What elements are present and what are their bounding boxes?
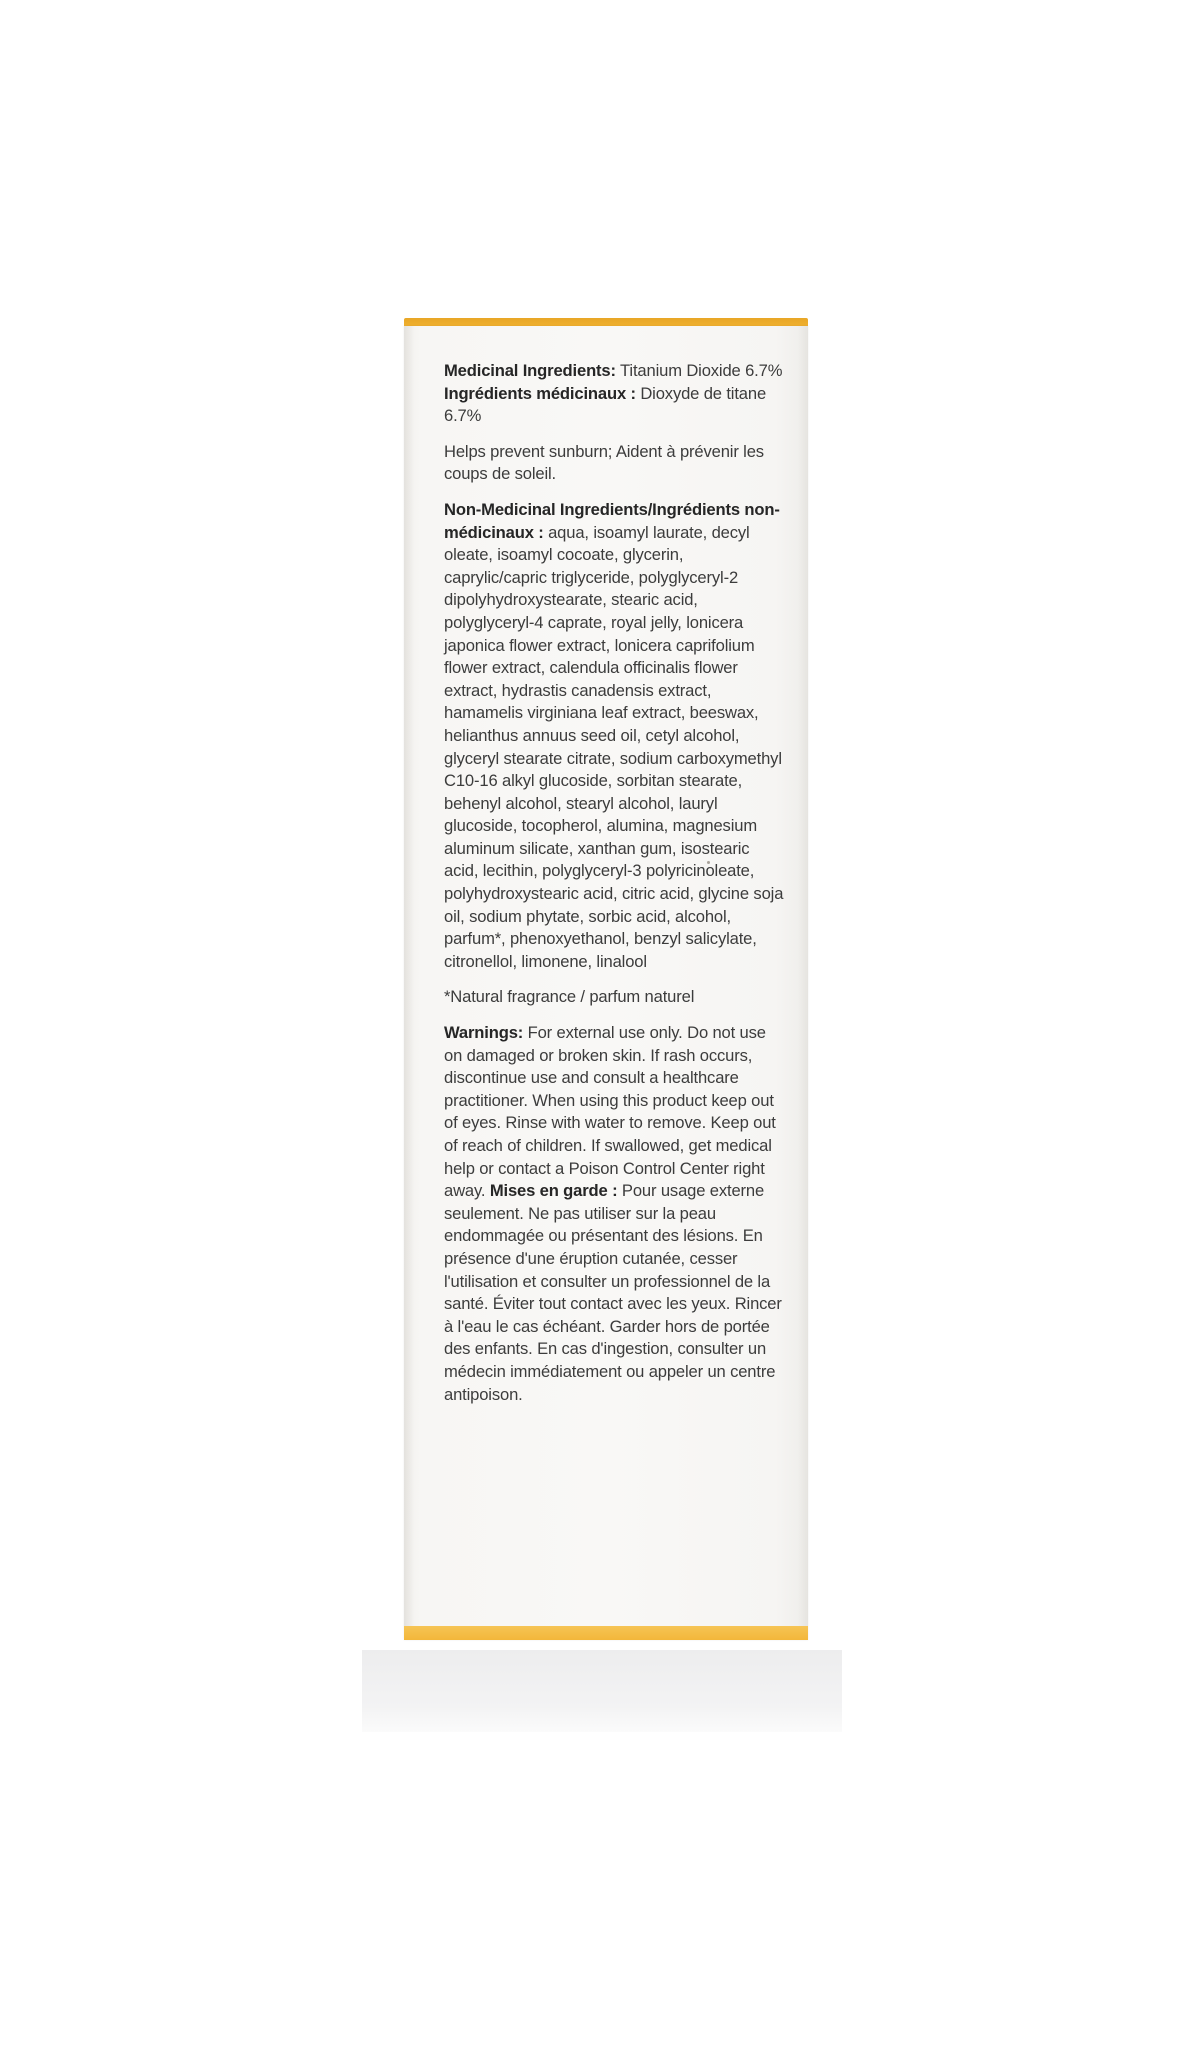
non-medicinal-ingredients-section — [444, 499, 784, 973]
medicinal-ingredients-section — [444, 360, 784, 428]
purpose-statement: Helps prevent sunburn; Aident à prévenir les coups de soleil. — [444, 441, 764, 484]
medicinal-ingredients-heading-en: Medicinal Ingredients: — [444, 361, 616, 380]
warnings-section — [444, 1022, 784, 1406]
medicinal-ingredients-heading-fr: Ingrédients médicinaux : — [444, 383, 636, 403]
non-medicinal-ingredients-list: aqua, isoamyl laurate, decyl oleate, isoamyl cocoate, glycerin, caprylic/capric triglyceride, polyglyceryl-2 dipolyhydroxystearate, stearic acid, polyglyceryl-4 caprate, royal jelly, lonicera japonica flower extract, lonicera caprifolium flower extract, calendula officinalis flower extract, hydrastis canadensis extract, hamamelis virginiana leaf extract, beeswax, helianthus annuus seed oil, cetyl alcohol, glyceryl stearate citrate, sodium carboxymethyl C10-16 alkyl glucoside, sorbitan stearate, behenyl alcohol, stearyl alcohol, lauryl glucoside, tocopherol, alumina, magnesium aluminum silicate, xanthan gum, isostearic acid, lecithin, polyglyceryl-3 polyricinoleate, polyhydroxystearic acid, citric acid, glycine soja oil, sodium phytate, sorbic acid, alcohol, parfum*, phenoxyethanol, benzyl salicylate, citronellol, limonene, linalool — [444, 522, 784, 971]
box-bottom-edge — [404, 1626, 808, 1640]
medicinal-ingredients-text-en: Titanium Dioxide 6.7% — [615, 361, 783, 380]
non-medicinal-ingredients-heading: Non-Medicinal Ingredients/Ingrédients non-médicinaux : — [444, 499, 780, 542]
fragrance-note: *Natural fragrance / parfum naturel — [444, 987, 695, 1007]
warnings-text-fr: Pour usage externe seulement. Ne pas utiliser sur la peau endommagée ou présentant des lésions. En présence d'une éruption cutanée, cesser l'utilisation et consulter un professionnel de la santé. Éviter tout contact avec les yeux. Rincer à l'eau le cas échéant. Garder hors de portée des enfants. En cas d'ingestion, consulter un médecin immédiatement ou appeler un centre antipoison. — [444, 1181, 782, 1404]
warnings-text-en: For external use only. Do not use on damaged or broken skin. If rash occurs, discontinue use and consult a healthcare practitioner. When using this product keep out of eyes. Rinse with water to remove. Keep out of reach of children. If swallowed, get medical help or contact a Poison Control Center right away. — [444, 1023, 776, 1201]
table-surface-shadow — [362, 1650, 842, 1732]
medicinal-ingredients-text-fr: Dioxyde de titane 6.7% — [444, 383, 767, 426]
warnings-heading-en: Warnings: — [444, 1023, 524, 1043]
ingredients-label — [444, 360, 784, 1419]
warnings-heading-fr: Mises en garde : — [489, 1181, 618, 1201]
